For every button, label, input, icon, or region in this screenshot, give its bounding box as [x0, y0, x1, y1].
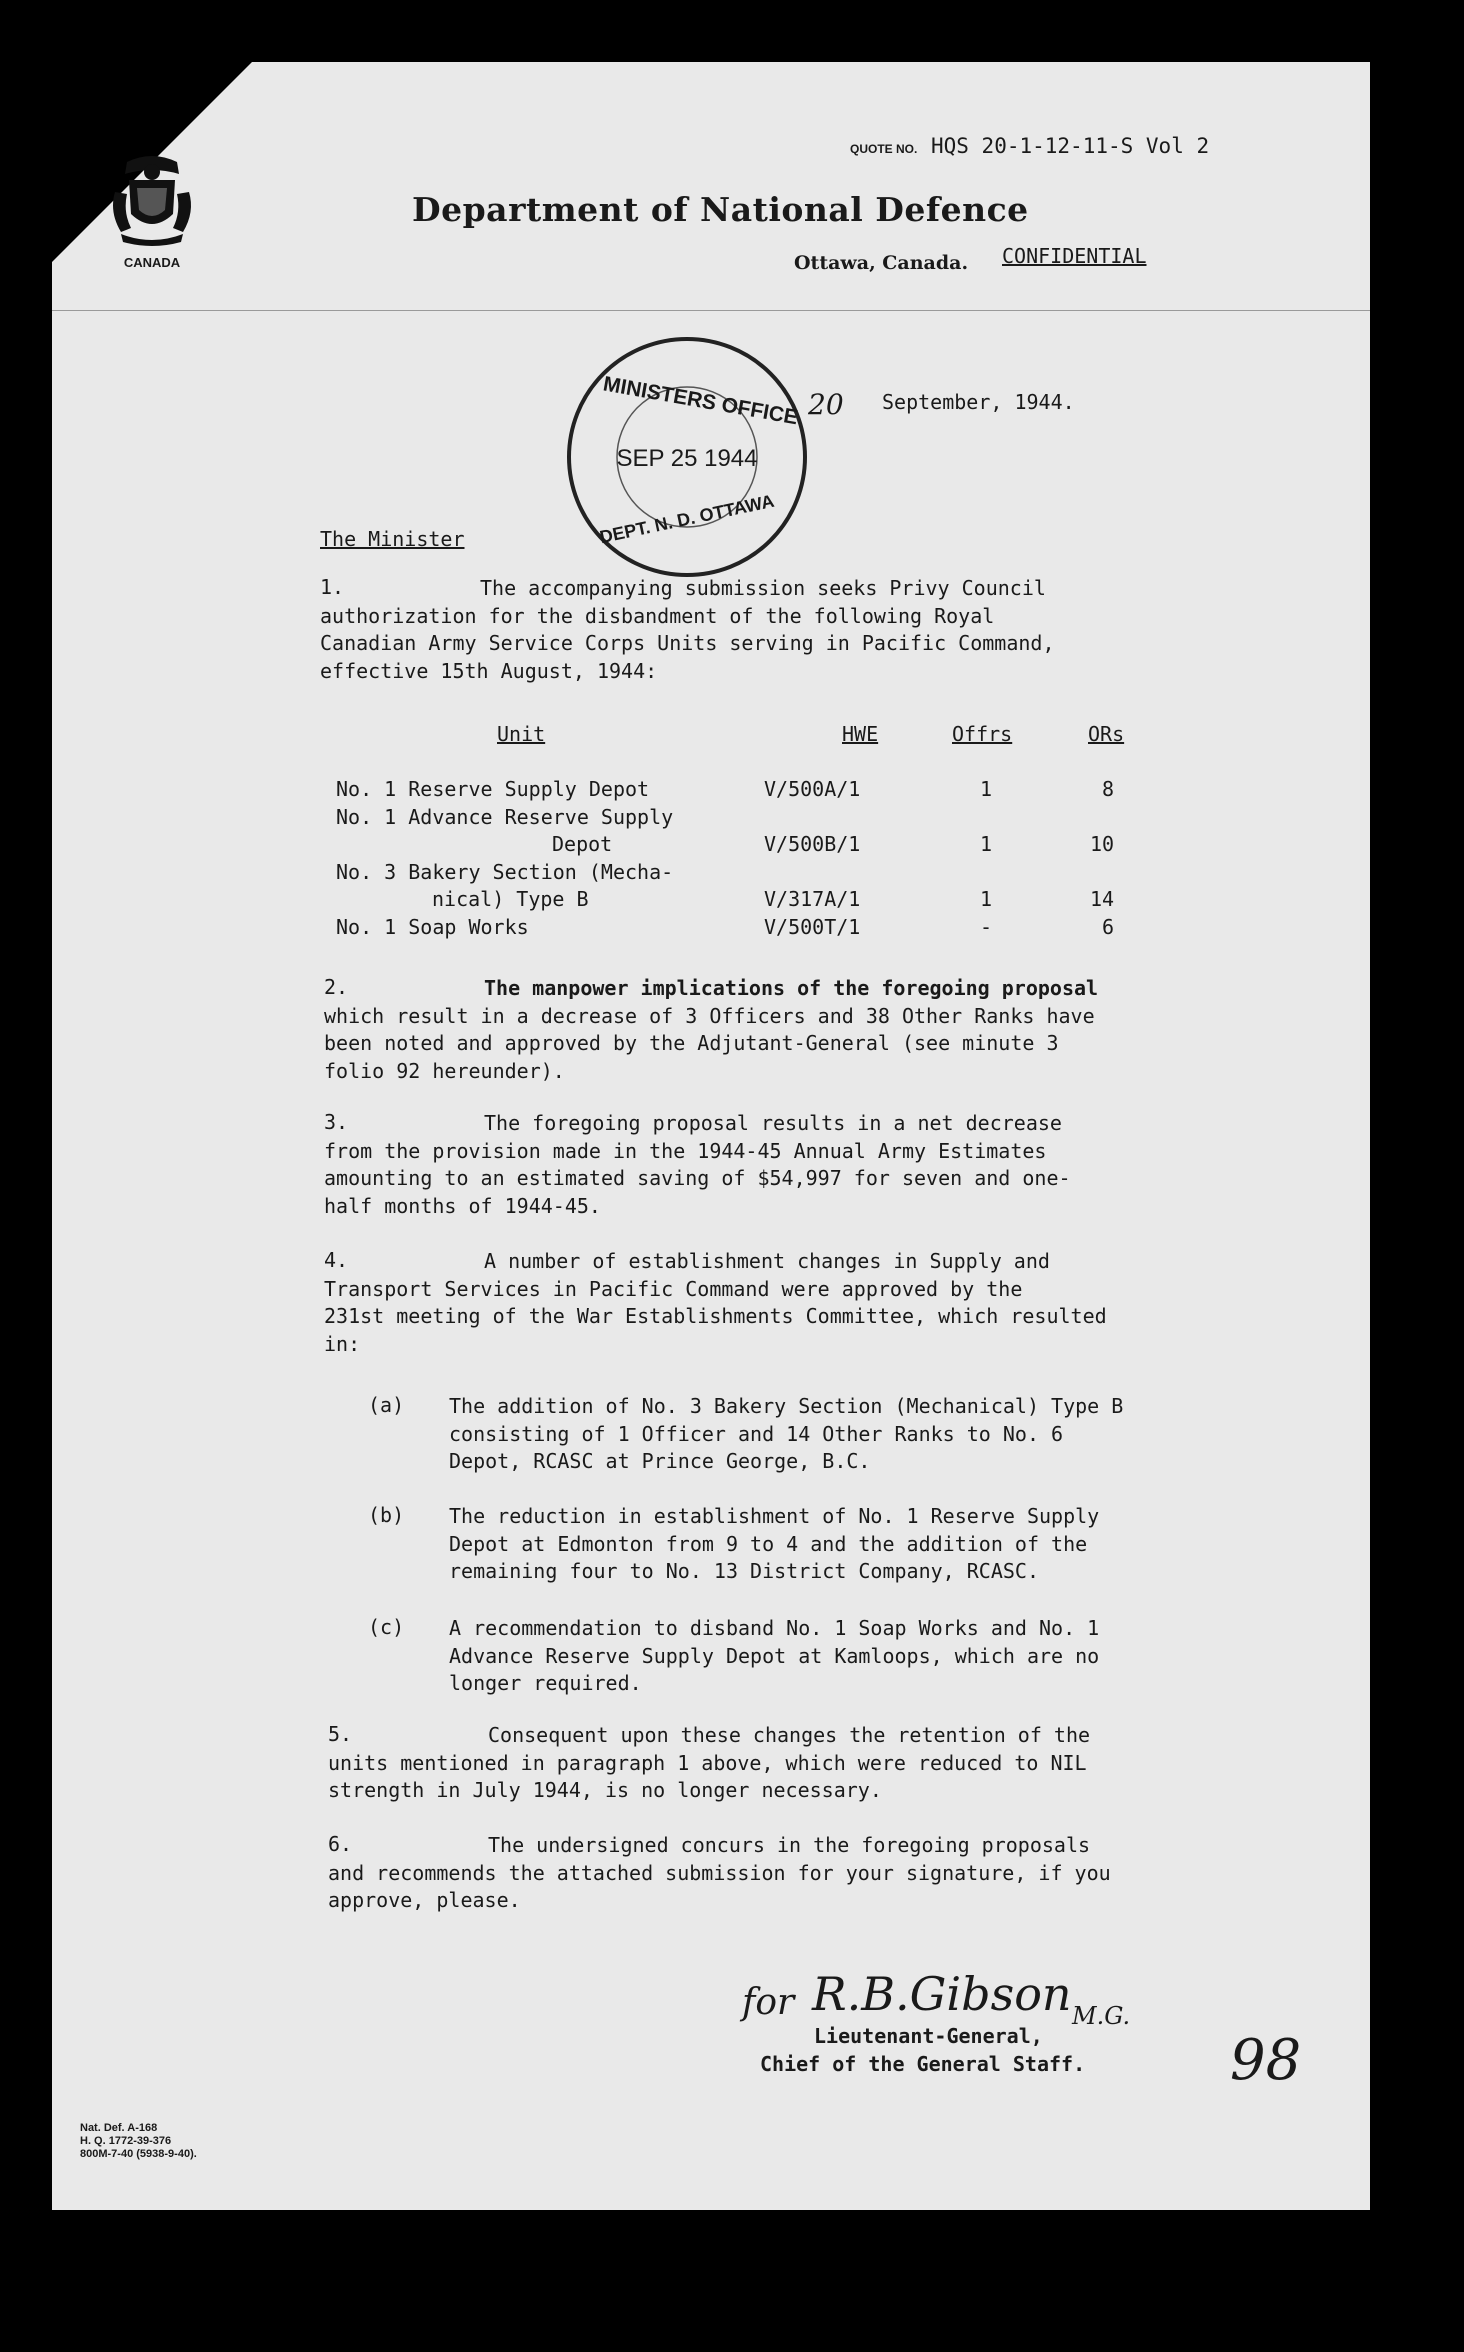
para6-line: The undersigned concurs in the foregoing proposals — [488, 1833, 1091, 1857]
column-header-offrs: Offrs — [952, 722, 1013, 746]
para5-line: units mentioned in paragraph 1 above, which were reduced to NIL — [328, 1750, 1087, 1775]
sub-c-label: (c) — [368, 1615, 405, 1639]
table-cell-unit-cont: nical) Type B — [432, 887, 589, 911]
para2-line: The manpower implications of the foregoing proposal — [484, 976, 1099, 1000]
table-cell-unit: No. 1 Reserve Supply Depot — [336, 777, 650, 801]
para1-line: The accompanying submission seeks Privy Council — [480, 576, 1046, 600]
para4-line: A number of establishment changes in Supply and — [484, 1249, 1050, 1273]
para4-line: Transport Services in Pacific Command were approved by the — [324, 1276, 1023, 1301]
sub-b-line: remaining four to No. 13 District Company, RCASC. — [449, 1559, 1040, 1583]
quote-label: QUOTE NO. — [850, 142, 918, 156]
table-cell-ors: 10 — [1090, 832, 1115, 856]
handwritten-day: 20 — [808, 388, 844, 421]
table-cell-offrs: 1 — [980, 777, 993, 801]
table-cell-unit: No. 1 Advance Reserve Supply — [336, 805, 674, 829]
table-cell-hwe: V/500A/1 — [764, 777, 861, 801]
sub-a-label: (a) — [368, 1393, 405, 1417]
sub-c-text — [449, 1615, 1099, 1698]
quote-number-block — [850, 134, 1209, 158]
para1-text — [320, 575, 1055, 685]
addressee: The Minister — [320, 527, 465, 551]
table-cell-offrs: 1 — [980, 832, 993, 856]
para1-line: authorization for the disbandment of the following Royal — [320, 603, 995, 628]
department-heading: Department of National Defence — [412, 190, 1029, 229]
sub-a-line: The addition of No. 3 Bakery Section (Mechanical) Type B — [449, 1394, 1124, 1418]
received-stamp — [557, 327, 817, 587]
quote-number: HQS 20-1-12-11-S Vol 2 — [930, 134, 1210, 158]
sub-b-line: Depot at Edmonton from 9 to 4 and the addition of the — [449, 1531, 1088, 1556]
para5-number: 5. — [328, 1722, 353, 1746]
para3-line: amounting to an estimated saving of $54,997 for seven and one- — [324, 1166, 1071, 1190]
table-cell-hwe: V/500T/1 — [764, 915, 861, 939]
para6-line: approve, please. — [328, 1888, 521, 1912]
canada-crest — [102, 152, 202, 270]
para6-text — [328, 1832, 1111, 1915]
letter-date: September, 1944. — [882, 390, 1075, 414]
table-cell-ors: 14 — [1090, 887, 1115, 911]
sub-b-text — [449, 1503, 1099, 1586]
table-cell-unit: No. 1 Soap Works — [336, 915, 529, 939]
stamp-date: SEP 25 1944 — [616, 445, 758, 472]
folio-number: 98 — [1230, 2028, 1302, 2093]
footer-line: Nat. Def. A-168 — [80, 2122, 158, 2134]
para4-line: in: — [324, 1331, 361, 1356]
sub-b-line: The reduction in establishment of No. 1 Reserve Supply — [449, 1504, 1100, 1528]
para5-line: Consequent upon these changes the retention of the — [488, 1723, 1091, 1747]
para2-line: been noted and approved by the Adjutant-General (see minute 3 — [324, 1031, 1059, 1055]
classification-label: CONFIDENTIAL — [1002, 244, 1147, 268]
footer-line: 800M-7-40 (5938-9-40). — [80, 2148, 197, 2160]
stamp-arc-top: MINISTERS OFFICE — [601, 372, 800, 430]
para6-line: and recommends the attached submission for your signature, if you — [328, 1860, 1111, 1885]
sub-a-line: consisting of 1 Officer and 14 Other Ranks to No. 6 — [449, 1421, 1064, 1446]
location-text: Ottawa, Canada. — [794, 252, 969, 274]
para1-number: 1. — [320, 575, 345, 599]
para2-line: folio 92 hereunder). — [324, 1058, 565, 1083]
para2-line: which result in a decrease of 3 Officers and 38 Other Ranks have — [324, 1003, 1095, 1028]
table-cell-ors: 8 — [1102, 777, 1115, 801]
para6-number: 6. — [328, 1832, 353, 1856]
column-header-unit: Unit — [497, 722, 546, 746]
table-cell-unit-cont: Depot — [552, 832, 613, 856]
para3-line: from the provision made in the 1944-45 Annual Army Estimates — [324, 1138, 1047, 1163]
header-rule — [52, 310, 1370, 311]
table-cell-offrs: 1 — [980, 887, 993, 911]
document-page — [52, 62, 1370, 2210]
table-cell-hwe: V/500B/1 — [764, 832, 861, 856]
para3-line: The foregoing proposal results in a net decrease — [484, 1111, 1062, 1135]
column-header-hwe: HWE — [842, 722, 879, 746]
para5-line: strength in July 1944, is no longer necessary. — [328, 1778, 882, 1802]
para3-line: half months of 1944-45. — [324, 1193, 601, 1218]
signature-suffix: M.G. — [1072, 2002, 1131, 2030]
para5-text — [328, 1722, 1090, 1805]
sub-a-text — [449, 1393, 1123, 1476]
para1-line: Canadian Army Service Corps Units serving in Pacific Command, — [320, 631, 1055, 655]
sub-c-line: Advance Reserve Supply Depot at Kamloops, which are no — [449, 1643, 1100, 1668]
para4-line: 231st meeting of the War Establishments Committee, which resulted — [324, 1304, 1107, 1328]
table-cell-offrs: - — [980, 915, 993, 939]
table-cell-ors: 6 — [1102, 915, 1115, 939]
para4-text — [324, 1248, 1107, 1358]
para3-text — [324, 1110, 1071, 1220]
stamp-arc-bottom: DEPT. N. D. OTTAWA — [597, 490, 776, 548]
coat-of-arms-icon — [107, 152, 197, 247]
para2-text — [324, 975, 1098, 1085]
table-cell-unit: No. 3 Bakery Section (Mecha- — [336, 860, 674, 884]
handwritten-signature: R.B.Gibson — [812, 1967, 1072, 2021]
sub-c-line: longer required. — [449, 1671, 642, 1695]
signature-prefix: for — [742, 1982, 795, 2023]
para4-number: 4. — [324, 1248, 349, 1272]
sub-a-line: Depot, RCASC at Prince George, B.C. — [449, 1449, 871, 1473]
table-cell-hwe: V/317A/1 — [764, 887, 861, 911]
form-footer — [80, 2122, 197, 2161]
footer-line: H. Q. 1772-39-376 — [80, 2135, 172, 2147]
signatory-title: Chief of the General Staff. — [760, 2052, 1086, 2076]
crest-label: CANADA — [123, 255, 181, 270]
sub-b-label: (b) — [368, 1503, 405, 1527]
para2-number: 2. — [324, 975, 349, 999]
sub-c-line: A recommendation to disband No. 1 Soap Works and No. 1 — [449, 1616, 1100, 1640]
signatory-rank: Lieutenant-General, — [814, 2024, 1043, 2048]
para1-line: effective 15th August, 1944: — [320, 658, 658, 683]
para3-number: 3. — [324, 1110, 349, 1134]
column-header-ors: ORs — [1088, 722, 1125, 746]
